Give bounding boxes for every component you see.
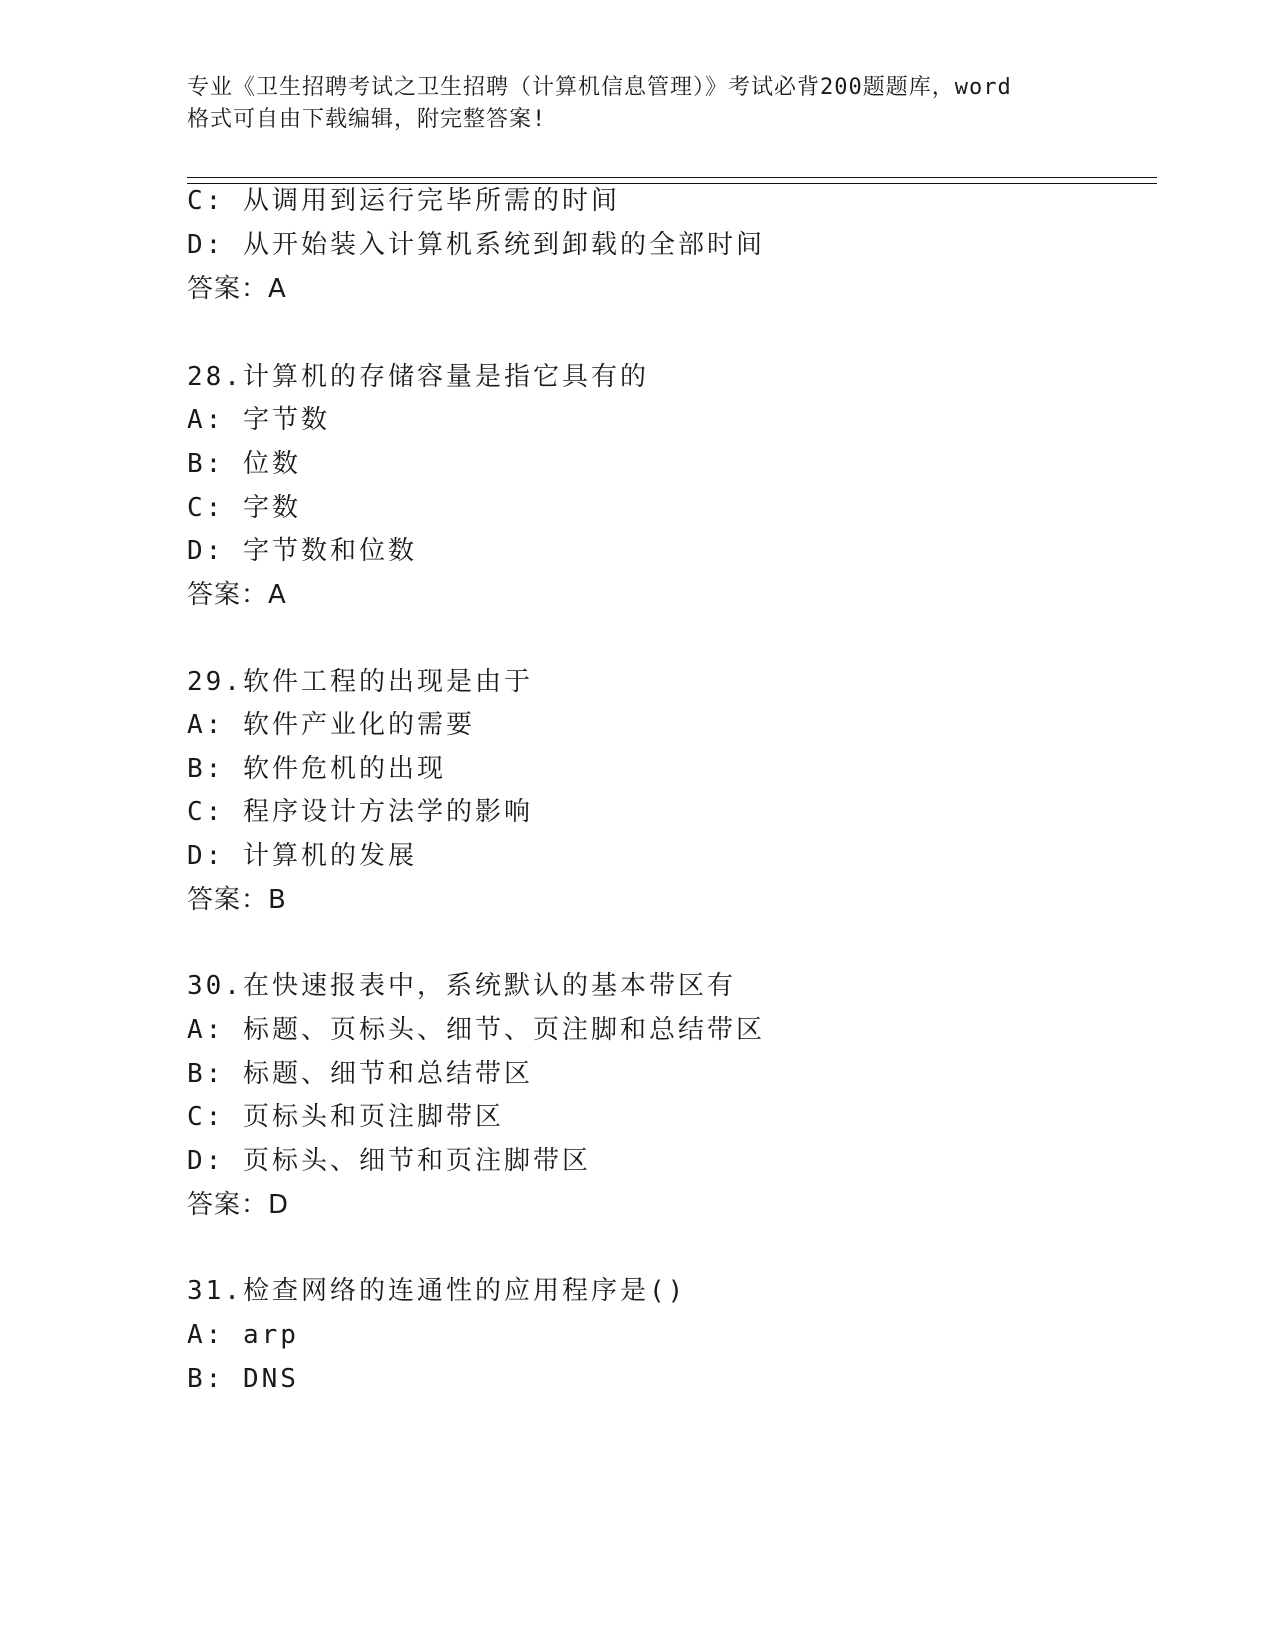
header-divider-top bbox=[187, 177, 1157, 178]
question-28-option-a: A: 字节数 bbox=[187, 405, 330, 435]
question-28-answer: 答案：A bbox=[187, 580, 287, 610]
prev-option-d: D: 从开始装入计算机系统到卸载的全部时间 bbox=[187, 230, 765, 260]
question-28-stem: 28.计算机的存储容量是指它具有的 bbox=[187, 362, 649, 392]
question-29-option-c: C: 程序设计方法学的影响 bbox=[187, 797, 533, 827]
question-31-option-b: B: DNS bbox=[187, 1364, 299, 1394]
question-29-option-d: D: 计算机的发展 bbox=[187, 841, 417, 871]
question-28-option-d: D: 字节数和位数 bbox=[187, 536, 417, 566]
question-30-option-a: A: 标题、页标头、细节、页注脚和总结带区 bbox=[187, 1015, 765, 1045]
question-31-stem: 31.检查网络的连通性的应用程序是() bbox=[187, 1276, 687, 1306]
header-line-1: 专业《卫生招聘考试之卫生招聘（计算机信息管理）》考试必背200题题库，word bbox=[187, 75, 1012, 100]
header-line-2: 格式可自由下载编辑，附完整答案! bbox=[187, 107, 547, 132]
question-30-answer: 答案：D bbox=[187, 1190, 290, 1220]
question-30-option-b: B: 标题、细节和总结带区 bbox=[187, 1059, 533, 1089]
question-28-option-b: B: 位数 bbox=[187, 449, 301, 479]
question-30-option-c: C: 页标头和页注脚带区 bbox=[187, 1102, 504, 1132]
question-28-option-c: C: 字数 bbox=[187, 493, 301, 523]
document-header bbox=[187, 72, 1087, 136]
prev-answer: 答案：A bbox=[187, 274, 287, 304]
question-29-answer: 答案：B bbox=[187, 885, 287, 915]
question-29-option-a: A: 软件产业化的需要 bbox=[187, 710, 475, 740]
question-29-stem: 29.软件工程的出现是由于 bbox=[187, 667, 533, 697]
question-31-option-a: A: arp bbox=[187, 1320, 299, 1350]
question-29-option-b: B: 软件危机的出现 bbox=[187, 754, 446, 784]
question-30-stem: 30.在快速报表中，系统默认的基本带区有 bbox=[187, 971, 736, 1001]
question-30-option-d: D: 页标头、细节和页注脚带区 bbox=[187, 1146, 591, 1176]
prev-option-c: C: 从调用到运行完毕所需的时间 bbox=[187, 186, 620, 216]
